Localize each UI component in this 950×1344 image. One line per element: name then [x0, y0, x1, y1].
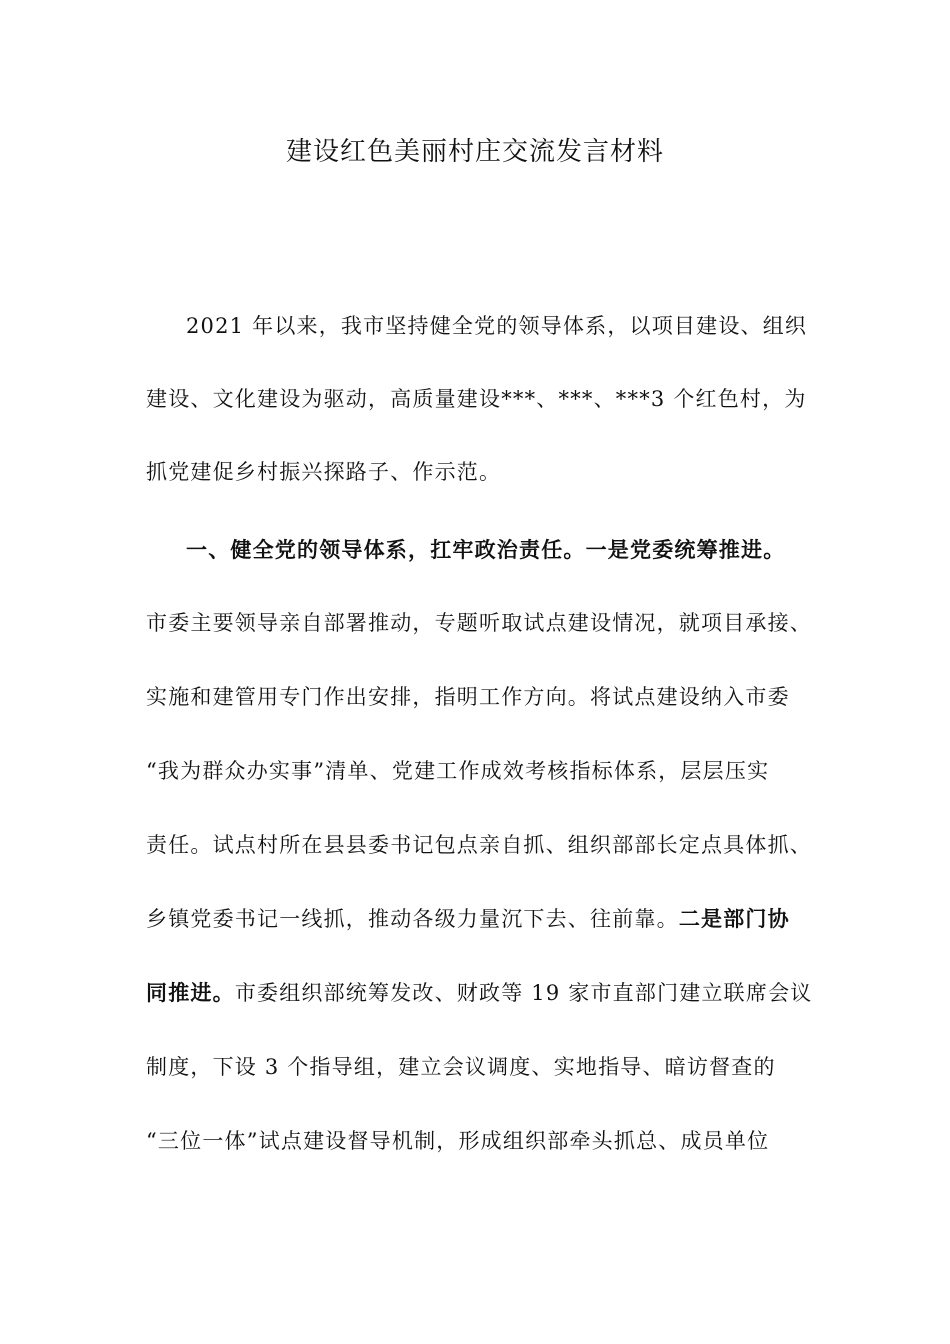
document-title: 建设红色美丽村庄交流发言材料 — [285, 137, 664, 167]
paragraph-line: 2021 年以来，我市坚持健全党的领导体系，以项目建设、组织 — [186, 314, 808, 338]
paragraph-line: 制度，下设 3 个指导组，建立会议调度、实地指导、暗访督查的 — [146, 1055, 776, 1079]
paragraph-line: “我为群众办实事”清单、党建工作成效考核指标体系，层层压实 — [146, 759, 770, 783]
paragraph-line: 抓党建促乡村振兴探路子、作示范。 — [146, 460, 502, 484]
subheading-text: 二是部门协 — [678, 906, 790, 931]
paragraph-line: 实施和建管用专门作出安排，指明工作方向。将试点建设纳入市委 — [146, 685, 790, 709]
paragraph-line — [146, 901, 826, 937]
paragraph-line: 市委主要领导亲自部署推动，专题听取试点建设情况，就项目承接、 — [146, 611, 812, 635]
paragraph-line: 建设、文化建设为驱动，高质量建设***、***、***3 个红色村，为 — [146, 387, 807, 411]
paragraph-line: “三位一体”试点建设督导机制，形成组织部牵头抓总、成员单位 — [146, 1129, 770, 1153]
subheading-text: 同推进。 — [146, 980, 235, 1005]
paragraph-line — [146, 975, 826, 1011]
paragraph-text: 市委组织部统筹发改、财政等 19 家市直部门建立联席会议 — [234, 981, 813, 1005]
section-heading: 一、健全党的领导体系，扛牢政治责任。一是党委统筹推进。 — [186, 537, 786, 562]
paragraph-text: 乡镇党委书记一线抓，推动各级力量沉下去、往前靠。 — [146, 907, 679, 931]
paragraph-line: 责任。试点村所在县县委书记包点亲自抓、组织部部长定点具体抓、 — [146, 833, 812, 857]
